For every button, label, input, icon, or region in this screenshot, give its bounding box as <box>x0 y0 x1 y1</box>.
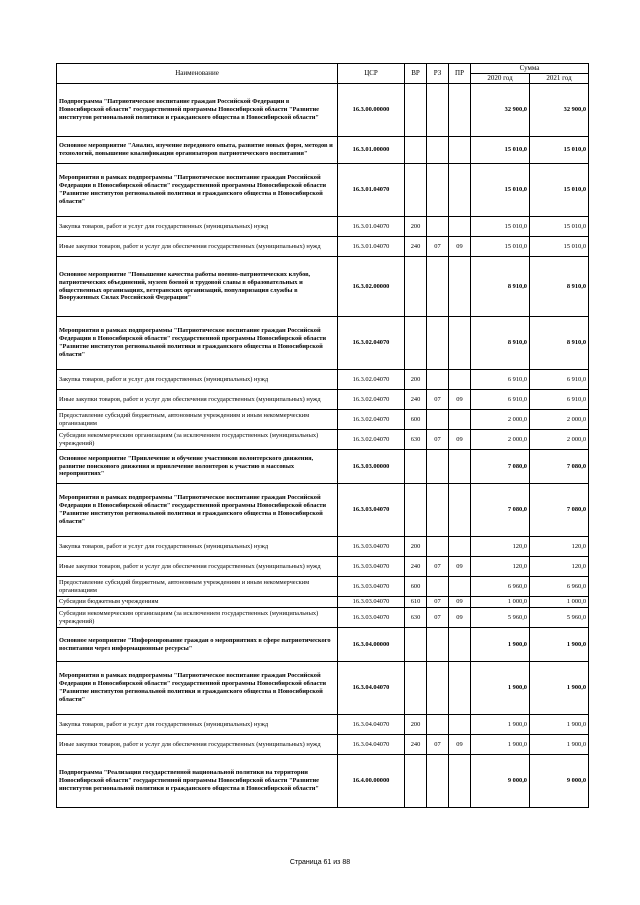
budget-table-container <box>56 63 588 808</box>
row-vr: 240 <box>405 390 427 410</box>
row-sum-2020: 1 900,0 <box>471 628 530 662</box>
table-row <box>57 628 589 662</box>
row-rz <box>427 450 449 484</box>
row-name: Закупка товаров, работ и услуг для государственных (муниципальных) нужд <box>57 217 338 237</box>
row-csr: 16.3.01.00000 <box>338 137 405 164</box>
row-pr: 09 <box>449 597 471 608</box>
row-pr: 09 <box>449 557 471 577</box>
row-rz <box>427 537 449 557</box>
table-row <box>57 755 589 808</box>
row-sum-2021: 5 960,0 <box>530 608 589 628</box>
row-rz <box>427 484 449 537</box>
row-sum-2020: 15 010,0 <box>471 137 530 164</box>
row-sum-2021: 32 900,0 <box>530 84 589 137</box>
row-name: Предоставление субсидий бюджетным, автономным учреждениям и иным некоммерческим организациям <box>57 410 338 430</box>
row-name: Подпрограмма "Реализация государственной национальной политики на территории Новосибирской области" государственной программы Новосибирской области "Развитие институтов региональной политики и гражданского общества в Новосибирской области" <box>57 755 338 808</box>
row-sum-2021: 9 000,0 <box>530 755 589 808</box>
row-name: Субсидии бюджетным учреждениям <box>57 597 338 608</box>
row-rz: 07 <box>427 430 449 450</box>
table-row <box>57 430 589 450</box>
row-rz: 07 <box>427 390 449 410</box>
row-rz <box>427 715 449 735</box>
row-sum-2021: 15 010,0 <box>530 137 589 164</box>
table-row <box>57 84 589 137</box>
row-sum-2021: 15 010,0 <box>530 164 589 217</box>
table-row <box>57 164 589 217</box>
row-sum-2021: 6 910,0 <box>530 390 589 410</box>
row-vr: 610 <box>405 597 427 608</box>
header-year-2020: 2020 год <box>471 74 530 84</box>
row-vr <box>405 628 427 662</box>
row-vr: 240 <box>405 557 427 577</box>
row-pr <box>449 484 471 537</box>
row-vr <box>405 755 427 808</box>
table-row <box>57 317 589 370</box>
row-name: Основное мероприятие "Анализ, изучение передового опыта, развитие новых форм, методов и технологий, повышение квалификации организаторов патриотического воспитания" <box>57 137 338 164</box>
table-row <box>57 484 589 537</box>
row-pr: 09 <box>449 430 471 450</box>
row-sum-2020: 1 900,0 <box>471 662 530 715</box>
budget-table <box>56 63 589 808</box>
row-sum-2021: 120,0 <box>530 557 589 577</box>
row-pr: 09 <box>449 390 471 410</box>
row-csr: 16.3.03.00000 <box>338 450 405 484</box>
table-header <box>57 64 589 84</box>
row-name: Закупка товаров, работ и услуг для государственных (муниципальных) нужд <box>57 715 338 735</box>
row-csr: 16.3.03.04070 <box>338 537 405 557</box>
row-csr: 16.4.00.00000 <box>338 755 405 808</box>
row-vr: 200 <box>405 715 427 735</box>
row-sum-2020: 1 000,0 <box>471 597 530 608</box>
row-rz: 07 <box>427 597 449 608</box>
row-pr <box>449 410 471 430</box>
table-row <box>57 557 589 577</box>
row-sum-2021: 1 000,0 <box>530 597 589 608</box>
row-vr: 200 <box>405 370 427 390</box>
table-row <box>57 237 589 257</box>
row-sum-2020: 6 960,0 <box>471 577 530 597</box>
row-pr <box>449 450 471 484</box>
row-vr <box>405 137 427 164</box>
row-name: Мероприятия в рамках подпрограммы "Патриотическое воспитание граждан Российской Федерации в Новосибирской области" государственной программы Новосибирской области "Развитие институтов региональной политики и гражданского общества в Новосибирской области" <box>57 317 338 370</box>
row-sum-2021: 8 910,0 <box>530 257 589 317</box>
row-name: Основное мероприятие "Информирование граждан о мероприятиях в сфере патриотического воспитания через информационные ресурсы" <box>57 628 338 662</box>
table-row <box>57 370 589 390</box>
row-csr: 16.3.03.04070 <box>338 577 405 597</box>
row-vr: 630 <box>405 608 427 628</box>
header-year-2021: 2021 год <box>530 74 589 84</box>
row-sum-2021: 15 010,0 <box>530 237 589 257</box>
row-rz <box>427 577 449 597</box>
row-vr: 630 <box>405 430 427 450</box>
row-pr: 09 <box>449 608 471 628</box>
row-rz <box>427 84 449 137</box>
row-pr <box>449 164 471 217</box>
row-rz <box>427 662 449 715</box>
header-vr: ВР <box>405 64 427 84</box>
row-vr <box>405 450 427 484</box>
row-sum-2020: 2 000,0 <box>471 430 530 450</box>
row-name: Мероприятия в рамках подпрограммы "Патриотическое воспитание граждан Российской Федерации в Новосибирской области" государственной программы Новосибирской области "Развитие институтов региональной политики и гражданского общества в Новосибирской области" <box>57 662 338 715</box>
row-name: Основное мероприятие "Привлечение и обучение участников волонтерского движения, развитие поискового движения и привлечение волонтеров к участию в массовых мероприятиях" <box>57 450 338 484</box>
row-name: Субсидии некоммерческим организациям (за исключением государственных (муниципальных) учреждений) <box>57 430 338 450</box>
row-csr: 16.3.02.04070 <box>338 430 405 450</box>
row-sum-2021: 6 960,0 <box>530 577 589 597</box>
row-sum-2020: 9 000,0 <box>471 755 530 808</box>
row-rz <box>427 317 449 370</box>
row-csr: 16.3.02.00000 <box>338 257 405 317</box>
table-row <box>57 410 589 430</box>
row-sum-2020: 32 900,0 <box>471 84 530 137</box>
row-rz <box>427 217 449 237</box>
table-row <box>57 608 589 628</box>
row-sum-2020: 7 080,0 <box>471 450 530 484</box>
row-rz <box>427 257 449 317</box>
row-csr: 16.3.04.04070 <box>338 715 405 735</box>
row-pr: 09 <box>449 237 471 257</box>
row-pr <box>449 317 471 370</box>
row-sum-2021: 7 080,0 <box>530 484 589 537</box>
row-vr <box>405 662 427 715</box>
row-sum-2021: 120,0 <box>530 537 589 557</box>
row-vr: 200 <box>405 217 427 237</box>
row-csr: 16.3.03.04070 <box>338 597 405 608</box>
row-csr: 16.3.02.04070 <box>338 390 405 410</box>
row-name: Закупка товаров, работ и услуг для государственных (муниципальных) нужд <box>57 537 338 557</box>
page-number: Страница 61 из 88 <box>289 859 351 866</box>
table-row <box>57 735 589 755</box>
table-row <box>57 450 589 484</box>
row-pr <box>449 715 471 735</box>
row-csr: 16.3.03.04070 <box>338 484 405 537</box>
row-sum-2020: 6 910,0 <box>471 390 530 410</box>
row-rz: 07 <box>427 608 449 628</box>
row-sum-2020: 6 910,0 <box>471 370 530 390</box>
row-sum-2020: 120,0 <box>471 537 530 557</box>
row-rz <box>427 137 449 164</box>
row-sum-2021: 15 010,0 <box>530 217 589 237</box>
row-sum-2020: 1 900,0 <box>471 715 530 735</box>
row-name: Субсидии некоммерческим организациям (за исключением государственных (муниципальных) учреждений) <box>57 608 338 628</box>
row-rz <box>427 164 449 217</box>
row-rz <box>427 628 449 662</box>
table-body <box>57 84 589 808</box>
table-row <box>57 137 589 164</box>
row-name: Иные закупки товаров, работ и услуг для обеспечения государственных (муниципальных) нужд <box>57 237 338 257</box>
row-name: Иные закупки товаров, работ и услуг для обеспечения государственных (муниципальных) нужд <box>57 735 338 755</box>
row-sum-2020: 8 910,0 <box>471 257 530 317</box>
row-csr: 16.3.03.04070 <box>338 557 405 577</box>
row-vr: 240 <box>405 735 427 755</box>
row-sum-2021: 7 080,0 <box>530 450 589 484</box>
row-sum-2020: 7 080,0 <box>471 484 530 537</box>
row-rz: 07 <box>427 237 449 257</box>
row-pr <box>449 628 471 662</box>
table-row <box>57 390 589 410</box>
row-name: Иные закупки товаров, работ и услуг для обеспечения государственных (муниципальных) нужд <box>57 557 338 577</box>
row-csr: 16.3.02.04070 <box>338 410 405 430</box>
row-pr <box>449 257 471 317</box>
row-vr <box>405 257 427 317</box>
row-vr <box>405 317 427 370</box>
row-csr: 16.3.04.04070 <box>338 662 405 715</box>
row-sum-2020: 5 960,0 <box>471 608 530 628</box>
header-csr: ЦСР <box>338 64 405 84</box>
row-rz <box>427 755 449 808</box>
row-csr: 16.3.01.04070 <box>338 217 405 237</box>
row-name: Иные закупки товаров, работ и услуг для обеспечения государственных (муниципальных) нужд <box>57 390 338 410</box>
row-sum-2020: 15 010,0 <box>471 164 530 217</box>
row-name: Мероприятия в рамках подпрограммы "Патриотическое воспитание граждан Российской Федерации в Новосибирской области" государственной программы Новосибирской области "Развитие институтов региональной политики и гражданского общества в Новосибирской области" <box>57 484 338 537</box>
row-sum-2020: 15 010,0 <box>471 217 530 237</box>
row-rz <box>427 410 449 430</box>
row-sum-2020: 15 010,0 <box>471 237 530 257</box>
row-csr: 16.3.01.04070 <box>338 164 405 217</box>
row-pr <box>449 370 471 390</box>
header-pr: ПР <box>449 64 471 84</box>
row-csr: 16.3.04.04070 <box>338 735 405 755</box>
row-rz: 07 <box>427 557 449 577</box>
table-row <box>57 217 589 237</box>
row-csr: 16.3.02.04070 <box>338 370 405 390</box>
row-csr: 16.3.00.00000 <box>338 84 405 137</box>
row-pr <box>449 755 471 808</box>
row-sum-2021: 8 910,0 <box>530 317 589 370</box>
row-sum-2020: 8 910,0 <box>471 317 530 370</box>
row-sum-2021: 6 910,0 <box>530 370 589 390</box>
row-vr: 240 <box>405 237 427 257</box>
row-sum-2020: 2 000,0 <box>471 410 530 430</box>
table-row <box>57 537 589 557</box>
header-sum: Сумма <box>471 64 589 74</box>
row-rz <box>427 370 449 390</box>
row-name: Основное мероприятие "Повышение качества работы военно-патриотических клубов, патриотических объединений, музеев боевой и трудовой славы в образовательных и общественных организациях, ветеранских организаций, популяризация службы в Вооруженных Силах Российской Федерации" <box>57 257 338 317</box>
table-row <box>57 662 589 715</box>
row-vr: 600 <box>405 410 427 430</box>
row-pr <box>449 537 471 557</box>
table-row <box>57 257 589 317</box>
row-pr <box>449 217 471 237</box>
row-sum-2020: 1 900,0 <box>471 735 530 755</box>
row-pr <box>449 137 471 164</box>
row-name: Мероприятия в рамках подпрограммы "Патриотическое воспитание граждан Российской Федерации в Новосибирской области" государственной программы Новосибирской области "Развитие институтов региональной политики и гражданского общества в Новосибирской области" <box>57 164 338 217</box>
row-csr: 16.3.03.04070 <box>338 608 405 628</box>
row-sum-2021: 1 900,0 <box>530 735 589 755</box>
table-row <box>57 577 589 597</box>
row-sum-2020: 120,0 <box>471 557 530 577</box>
header-rz: РЗ <box>427 64 449 84</box>
row-vr <box>405 484 427 537</box>
row-sum-2021: 2 000,0 <box>530 430 589 450</box>
row-pr <box>449 662 471 715</box>
row-csr: 16.3.01.04070 <box>338 237 405 257</box>
row-name: Предоставление субсидий бюджетным, автономным учреждениям и иным некоммерческим организациям <box>57 577 338 597</box>
row-vr: 600 <box>405 577 427 597</box>
row-vr <box>405 164 427 217</box>
row-csr: 16.3.02.04070 <box>338 317 405 370</box>
row-sum-2021: 1 900,0 <box>530 715 589 735</box>
row-pr: 09 <box>449 735 471 755</box>
header-name: Наименование <box>57 64 338 84</box>
row-pr <box>449 577 471 597</box>
row-sum-2021: 1 900,0 <box>530 662 589 715</box>
table-row <box>57 597 589 608</box>
row-name: Подпрограмма "Патриотическое воспитание граждан Российской Федерации в Новосибирской области" государственной программы Новосибирской области "Развитие институтов региональной политики и гражданского общества в Новосибирской области" <box>57 84 338 137</box>
row-vr <box>405 84 427 137</box>
row-csr: 16.3.04.00000 <box>338 628 405 662</box>
table-row <box>57 715 589 735</box>
row-pr <box>449 84 471 137</box>
row-sum-2021: 2 000,0 <box>530 410 589 430</box>
row-vr: 200 <box>405 537 427 557</box>
row-sum-2021: 1 900,0 <box>530 628 589 662</box>
row-name: Закупка товаров, работ и услуг для государственных (муниципальных) нужд <box>57 370 338 390</box>
row-rz: 07 <box>427 735 449 755</box>
